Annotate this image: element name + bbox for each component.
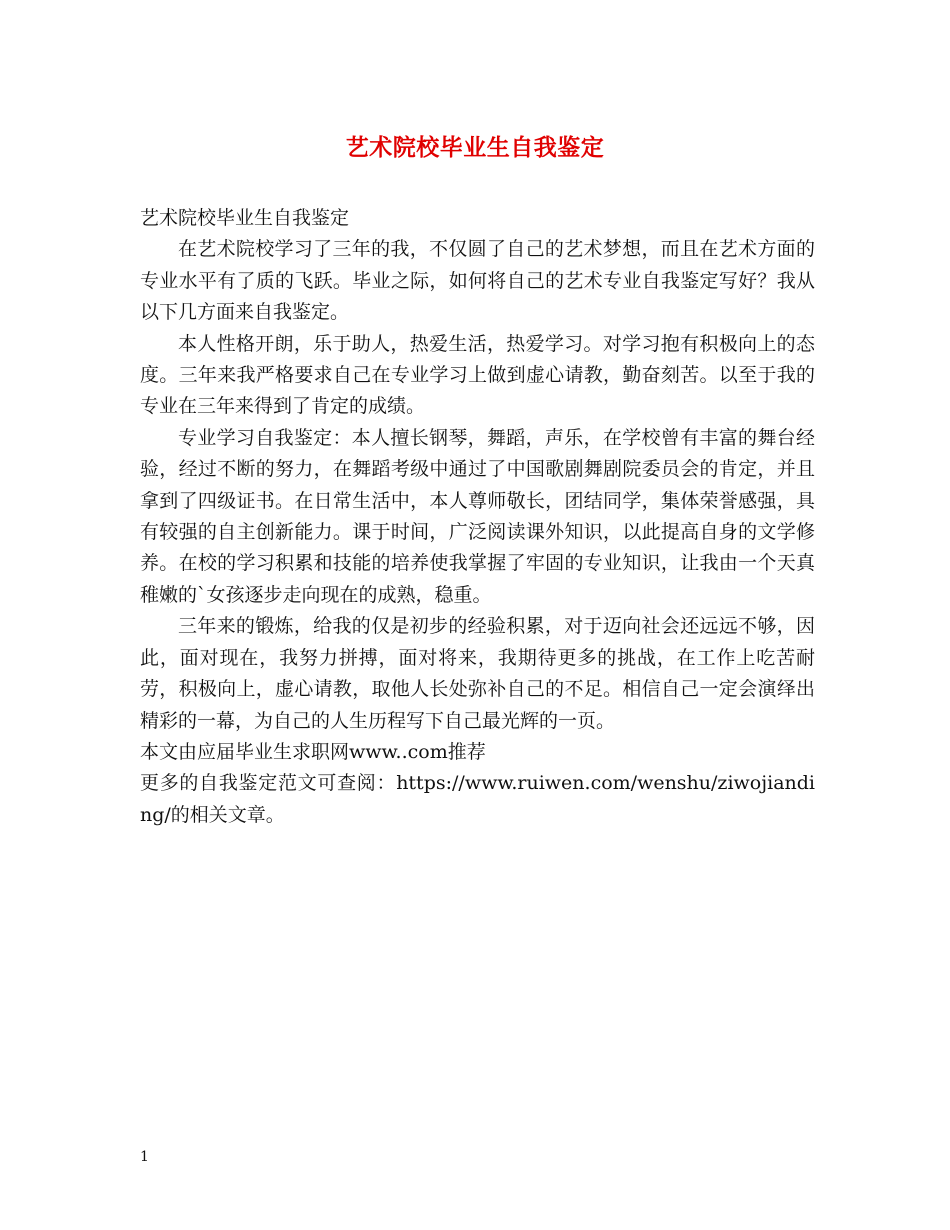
subtitle: 艺术院校毕业生自我鉴定 (140, 207, 350, 229)
page-number: 1 (140, 1149, 149, 1165)
more-articles-line: 更多的自我鉴定范文可查阅：https://www.ruiwen.com/wenshu/ziwojianding/的相关文章。 (140, 772, 815, 826)
paragraph-professional: 专业学习自我鉴定：本人擅长钢琴，舞蹈，声乐，在学校曾有丰富的舞台经验，经过不断的努力，在舞蹈考级中通过了中国歌剧舞剧院委员会的肯定，并且拿到了四级证书。在日常生活中，本人尊师敬长，团结同学，集体荣誉感强，具有较强的自主创新能力。课于时间，广泛阅读课外知识，以此提高自身的文学修养。在校的学习积累和技能的培养使我掌握了牢固的专业知识，让我由一个天真稚嫩的`女孩逐步走向现在的成熟，稳重。 (140, 426, 815, 606)
paragraph-personality: 本人性格开朗，乐于助人，热爱生活，热爱学习。对学习抱有积极向上的态度。三年来我严格要求自己在专业学习上做到虚心请教，勤奋刻苦。以至于我的专业在三年来得到了肯定的成绩。 (140, 332, 815, 418)
recommend-line: 本文由应届毕业生求职网www..com推荐 (140, 740, 486, 763)
page-title: 艺术院校毕业生自我鉴定 (345, 134, 605, 161)
paragraph-intro: 在艺术院校学习了三年的我，不仅圆了自己的艺术梦想，而且在艺术方面的专业水平有了质的飞跃。毕业之际，如何将自己的艺术专业自我鉴定写好？我从以下几方面来自我鉴定。 (140, 238, 815, 324)
paragraph-conclusion: 三年来的锻炼，给我的仅是初步的经验积累，对于迈向社会还远远不够，因此，面对现在，我努力拼搏，面对将来，我期待更多的挑战，在工作上吃苦耐劳，积极向上，虚心请教，取他人长处弥补自己的不足。相信自己一定会演绎出精彩的一幕，为自己的人生历程写下自己最光辉的一页。 (140, 615, 815, 732)
document-body (140, 203, 815, 831)
